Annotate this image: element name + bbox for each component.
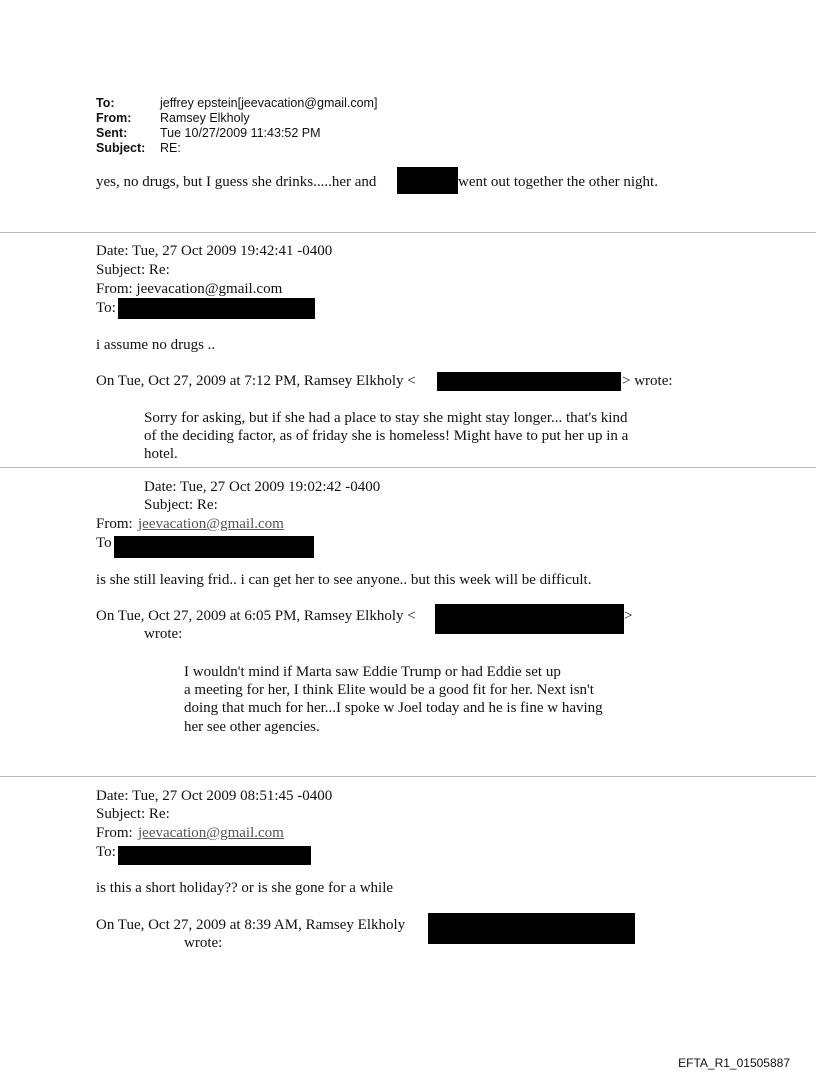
msg1-body: i assume no drugs ..: [96, 337, 216, 353]
msg2-quote-intro-part1: On Tue, Oct 27, 2009 at 6:05 PM, Ramsey Elkholy <: [96, 608, 416, 624]
msg2-quote-line: her see other agencies.: [184, 719, 320, 735]
msg2-to: To: [96, 535, 112, 551]
msg1-quote-line: Sorry for asking, but if she had a place to stay she might stay longer... that's kind: [144, 410, 628, 426]
msg3-body: is this a short holiday?? or is she gone for a while: [96, 880, 394, 896]
to-value: jeffrey epstein[jeevacation@gmail.com]: [160, 96, 378, 110]
section-divider: [0, 467, 816, 468]
redaction-box: [118, 846, 311, 865]
msg1-subject: Subject: Re:: [96, 262, 170, 278]
msg3-date: Date: Tue, 27 Oct 2009 08:51:45 -0400: [96, 788, 333, 804]
redaction-box: [437, 372, 621, 391]
sent-label: Sent:: [96, 126, 128, 140]
msg3-quote-intro-line2: wrote:: [184, 935, 223, 951]
msg2-quote-line: a meeting for her, I think Elite would be a good fit for her. Next isn't: [184, 682, 594, 698]
msg1-quote-line: of the deciding factor, as of friday she is homeless! Might have to put her up in a: [144, 428, 629, 444]
msg2-quote-line: I wouldn't mind if Marta saw Eddie Trump or had Eddie set up: [184, 664, 561, 680]
redaction-box: [118, 298, 315, 319]
msg1-quote-line: hotel.: [144, 446, 178, 462]
msg2-quote-line: doing that much for her...I spoke w Joel today and he is fine w having: [184, 700, 603, 716]
section-divider: [0, 232, 816, 233]
msg3-to: To:: [96, 844, 116, 860]
redaction-box: [435, 604, 624, 634]
msg3-from-label: From:: [96, 825, 133, 841]
section-divider: [0, 776, 816, 777]
msg2-from-label: From:: [96, 516, 133, 532]
msg1-date: Date: Tue, 27 Oct 2009 19:42:41 -0400: [96, 243, 333, 259]
msg2-body: is she still leaving frid.. i can get her to see anyone.. but this week will be difficult.: [96, 572, 592, 588]
subject-label: Subject:: [96, 141, 146, 155]
from-label: From:: [96, 111, 132, 125]
redaction-box: [397, 167, 458, 194]
msg1-to: To:: [96, 300, 116, 316]
reply-text-part1: yes, no drugs, but I guess she drinks.....her and: [96, 174, 377, 190]
msg2-subject: Subject: Re:: [144, 497, 218, 513]
msg3-subject: Subject: Re:: [96, 806, 170, 822]
redaction-box: [114, 536, 314, 558]
msg1-quote-intro-part1: On Tue, Oct 27, 2009 at 7:12 PM, Ramsey Elkholy <: [96, 373, 416, 389]
msg2-date: Date: Tue, 27 Oct 2009 19:02:42 -0400: [144, 479, 381, 495]
to-label: To:: [96, 96, 115, 110]
redaction-box: [428, 913, 635, 944]
msg3-quote-intro: On Tue, Oct 27, 2009 at 8:39 AM, Ramsey Elkholy: [96, 917, 406, 933]
from-value: Ramsey Elkholy: [160, 111, 250, 125]
subject-value: RE:: [160, 141, 181, 155]
sent-value: Tue 10/27/2009 11:43:52 PM: [160, 126, 321, 140]
msg1-quote-intro-part2: > wrote:: [622, 373, 673, 389]
msg1-from: From: jeevacation@gmail.com: [96, 281, 283, 297]
msg2-quote-intro-line2: wrote:: [144, 626, 183, 642]
bates-number: EFTA_R1_01505887: [678, 1056, 790, 1070]
msg3-from-email-link[interactable]: jeevacation@gmail.com: [138, 825, 284, 841]
reply-text-part2: went out together the other night.: [458, 174, 658, 190]
msg2-from-email-link[interactable]: jeevacation@gmail.com: [138, 516, 284, 532]
msg2-quote-intro-part2: >: [624, 608, 633, 624]
